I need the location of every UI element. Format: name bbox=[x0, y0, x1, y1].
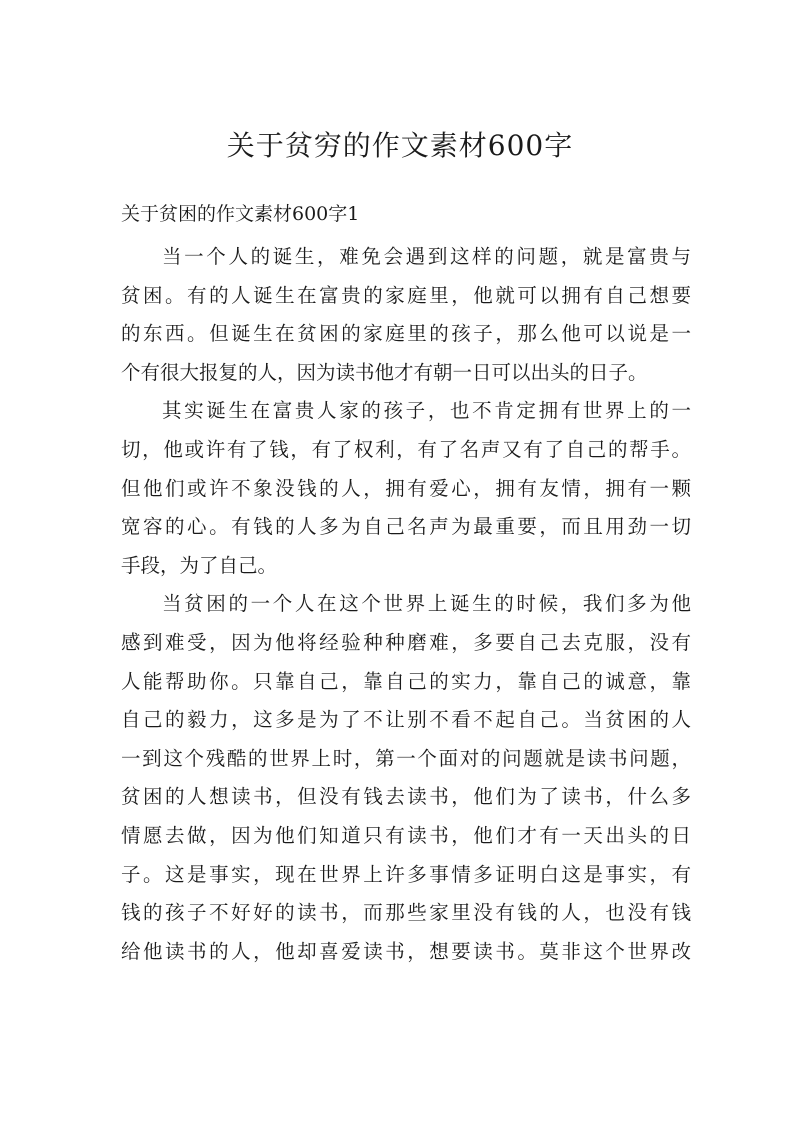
body-line: 手段，为了自己。 bbox=[121, 553, 278, 577]
body-line: 其实诞生在富贵人家的孩子，也不肯定拥有世界上的一 bbox=[162, 399, 691, 423]
body-line: 当一个人的诞生，难免会遇到这样的问题，就是富贵与 bbox=[162, 245, 691, 268]
body-line: 人能帮助你。只靠自己，靠自己的实力，靠自己的诚意，靠 bbox=[121, 669, 691, 693]
section-heading: 关于贫困的作文素材600字1 bbox=[121, 203, 360, 225]
body-line: 给他读书的人，他却喜爱读书，想要读书。莫非这个世界改 bbox=[121, 939, 691, 963]
body-line: 个有很大报复的人，因为读书他才有朝一日可以出头的日子。 bbox=[121, 360, 648, 384]
body-line: 当贫困的一个人在这个世界上诞生的时候，我们多为他 bbox=[162, 592, 691, 616]
body-line: 钱的孩子不好好的读书，而那些家里没有钱的人，也没有钱 bbox=[121, 901, 691, 925]
body-line: 贫困的人想读书，但没有钱去读书，他们为了读书，什么多 bbox=[121, 785, 691, 809]
body-line: 子。这是事实，现在世界上许多事情多证明白这是事实，有 bbox=[121, 862, 691, 886]
body-line: 自己的毅力，这多是为了不让别不看不起自己。当贫困的人 bbox=[121, 708, 691, 732]
body-line: 情愿去做，因为他们知道只有读书，他们才有一天出头的日 bbox=[121, 823, 691, 847]
body-line: 一到这个残酷的世界上时，第一个面对的问题就是读书问题， bbox=[121, 746, 691, 770]
body-line: 切，他或许有了钱，有了权利，有了名声又有了自己的帮手。 bbox=[121, 437, 691, 461]
body-line: 但他们或许不象没钱的人，拥有爱心，拥有友情，拥有一颗 bbox=[121, 476, 691, 500]
body-line: 贫困。有的人诞生在富贵的家庭里，他就可以拥有自己想要 bbox=[121, 283, 691, 307]
body-line: 宽容的心。有钱的人多为自己名声为最重要，而且用劲一切 bbox=[121, 515, 691, 539]
document-title: 关于贫穷的作文素材600字 bbox=[226, 129, 574, 162]
body-line: 感到难受，因为他将经验种种磨难，多要自己去克服，没有 bbox=[121, 630, 691, 654]
document-body bbox=[121, 238, 691, 971]
body-line: 的东西。但诞生在贫困的家庭里的孩子，那么他可以说是一 bbox=[121, 322, 691, 346]
